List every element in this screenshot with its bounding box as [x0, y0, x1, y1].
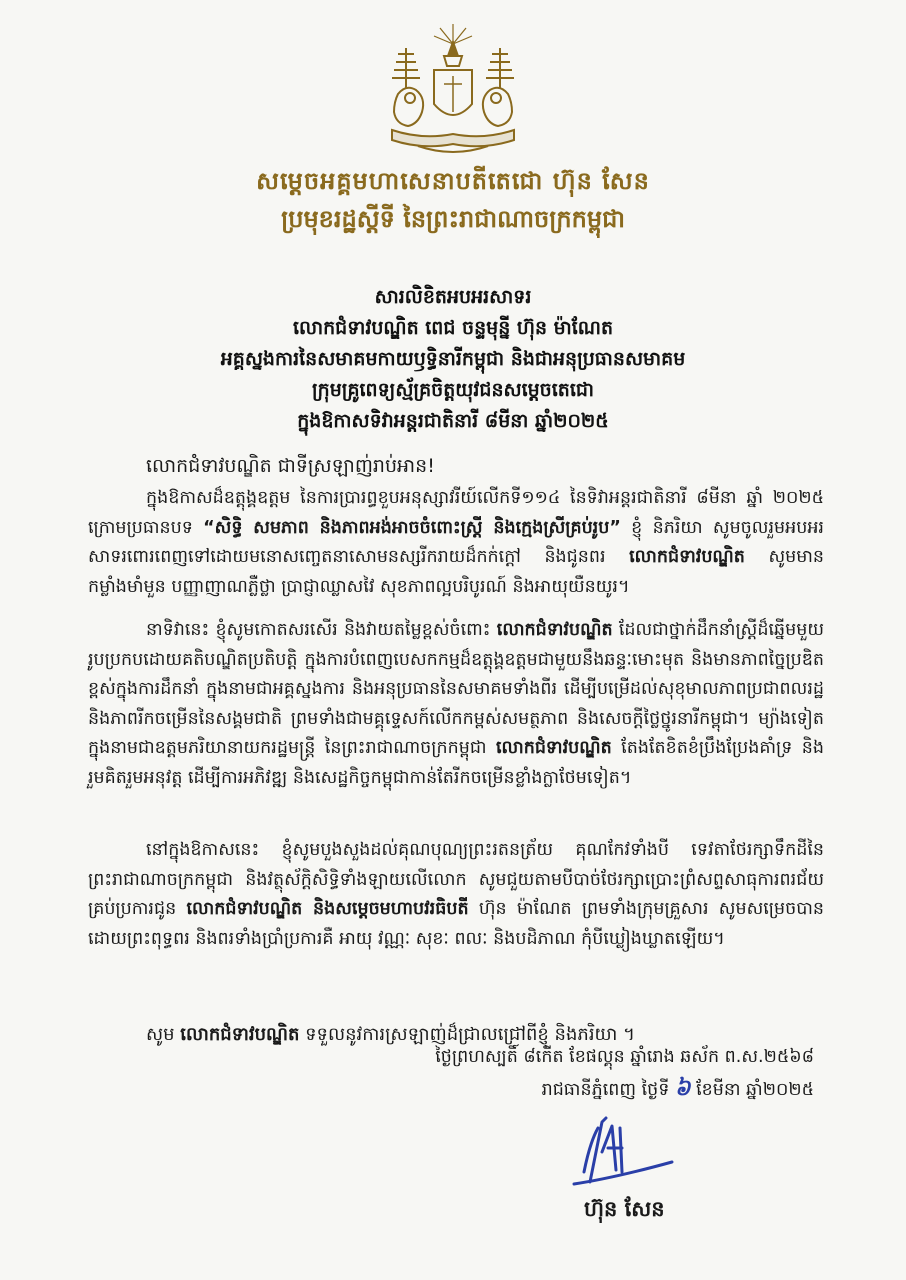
paragraph-1: [88, 484, 824, 602]
p2-text-b: ដែលជាថ្នាក់ដឹកនាំស្ត្រីដ៏ឆ្នើមមួយរូបប្រកបដោយគតិបណ្ឌិតប្រតិបត្តិ ក្នុងការបំពេញបេសកកម្មដ៏ឧត្តុង្គឧត្តមជាមួយនឹងឆន្ទៈមោះមុត និងមានភាពច្នៃប្រឌិតខ្ពស់ក្នុងការដឹកនាំ ក្នុងនាមជាអគ្គស្នងការ និងអនុប្រធាននៃសមាគមទាំងពីរ ដើម្បីបម្រើដល់សុខុមាលភាពប្រជាពលរដ្ឋ និងភាពរីកចម្រើននៃសង្គមជាតិ ព្រមទាំងជាមគ្គុទ្ទេសក៍លើកកម្ពស់សមត្ថភាព និងសេចក្តីថ្លៃថ្នូរនារីកម្ពុជា។ ម្យ៉ាងទៀត ក្នុងនាមជាឧត្តមភរិយានាយករដ្ឋមន្ត្រី នៃព្រះរាជាណាចក្រកម្ពុជា: [88, 620, 824, 758]
p3-addressees: លោកជំទាវបណ្ឌិត និងសម្តេចមហាបវរធិបតី: [186, 899, 469, 919]
signer-name: ហ៊ុន សែន: [584, 1197, 665, 1221]
p2-addressee-1: លោកជំទាវបណ្ឌិត: [496, 620, 613, 640]
month-year: ខែមីនា ឆ្នាំ២០២៥: [690, 1080, 814, 1100]
paragraph-2: [88, 616, 824, 793]
p2-text-c: តែងតែខិតខំប្រឹងប្រែងគាំទ្រ និងរួមគិតរួមអនុវត្ត ដើម្បីការអភិវឌ្ឍ និងសេដ្ឋកិច្ចកម្ពុជាកាន់តែរីកចម្រើនខ្លាំងក្លាថែមទៀត។: [88, 738, 824, 788]
closing-text-b: ទទួលនូវការស្រឡាញ់ដ៏ជ្រាលជ្រៅពីខ្ញុំ និងភរិយា ។: [299, 1024, 635, 1045]
heading-line-3: អគ្គស្នងការនៃសមាគមកាយឫទ្ធិនារីកម្ពុជា និងជាអនុប្រធានសមាគម: [220, 348, 686, 370]
handwritten-signature-icon: [572, 1112, 676, 1188]
closing-addressee: លោកជំទាវបណ្ឌិត: [180, 1024, 300, 1045]
place-prefix: រាជធានីភ្នំពេញ ថ្ងៃទី: [541, 1080, 675, 1100]
sender-title: ប្រមុខរដ្ឋស្តីទី នៃព្រះរាជាណាចក្រកម្ពុជា: [281, 205, 625, 233]
p3-text-a: នៅក្នុងឱកាសនេះ ខ្ញុំសូមបួងសួងដល់គុណបុណ្យព្រះរតនត្រ័យ គុណកែវទាំងបី ទេវតាថែរក្សាទឹកដីនៃព្រះរាជាណាចក្រកម្ពុជា និងវត្ថុស័ក្តិសិទ្ធិទាំងឡាយលើលោក សូមជួយតាមបីបាច់ថែរក្សាប្រោះព្រំសព្ទសាធុការពរជ័យគ្រប់ប្រការជូន: [88, 840, 824, 919]
royal-coat-of-arms-icon: [378, 22, 528, 160]
closing-text-a: សូម: [146, 1024, 181, 1045]
paragraph-3: [88, 836, 824, 954]
heading-line-4: ក្រុមគ្រូពេទ្យស្ម័គ្រចិត្តយុវជនសម្តេចតេជោ: [312, 379, 594, 401]
salutation: លោកជំទាវបណ្ឌិត ជាទីស្រឡាញ់រាប់អាន!: [146, 455, 435, 477]
letter-heading: [0, 282, 906, 437]
p2-addressee-2: លោកជំទាវបណ្ឌិត: [495, 738, 612, 758]
heading-line-5: ក្នុងឱកាសទិវាអន្តរជាតិនារី ៨មីនា ឆ្នាំ២០២៥: [297, 410, 609, 432]
sender-name: សម្តេចអគ្គមហាសេនាបតីតេជោ ហ៊ុន សែន: [256, 167, 650, 195]
place-date: [542, 1074, 814, 1106]
heading-line-1: សារលិខិតអបអរសាទរ: [374, 286, 532, 308]
p1-theme: “សិទ្ធិ សមភាព និងភាពអង់អាចចំពោះស្រ្តី និងក្មេងស្រីគ្រប់រូប”: [203, 517, 621, 538]
p1-text-b: ខ្ញុំ និភរិយា សូមចូលរួមអបអរសាទរពោរពេញទៅដោយមនោសញ្ចេតនាសោមនស្សរីករាយដ៏កក់ក្តៅ និងជូនពរ: [88, 517, 824, 567]
handwritten-day: ៦: [674, 1076, 691, 1101]
p3-text-b: ហ៊ុន ម៉ាណែត ព្រមទាំងក្រុមគ្រួសារ សូមសម្រេចបានដោយព្រះពុទ្ធពរ និងពរទាំងប្រាំប្រការគឺ អាយុ វណ្ណៈ សុខៈ ពលៈ និងបដិភាណ កុំបីឃ្លៀងឃ្លាតឡើយ។: [88, 899, 824, 949]
p1-text-a: ក្នុងឱកាសដ៏ឧត្តុង្គឧត្តម នៃការប្រារព្ធខួបអនុស្សាវរីយ៍លើកទី១១៤ នៃទិវាអន្តរជាតិនារី ៨មីនា ឆ្នាំ ២០២៥ ក្រោមប្រធានបទ: [88, 488, 824, 538]
p1-addressee: លោកជំទាវបណ្ឌិត: [629, 547, 745, 567]
heading-line-2: លោកជំទាវបណ្ឌិត ពេជ ចន្ទមុន្នី ហ៊ុន ម៉ាណែត: [292, 317, 614, 339]
p1-text-c: សូមមានកម្លាំងមាំមួន បញ្ញាញាណភ្លឺថ្លា ប្រាជ្ញាឈ្លាសវៃ សុខភាពល្អបរិបូរណ៍ និងអាយុយឺនយូរ។: [88, 547, 825, 597]
lunar-date: ថ្ងៃព្រហស្បតិ៍ ៨កើត ខែផល្គុន ឆ្នាំរោង ឆស័ក ព.ស.២៥៦៨: [435, 1047, 814, 1067]
p2-text-a: នាទិវានេះ ខ្ញុំសូមកោតសរសើរ និងវាយតម្លៃខ្ពស់ចំពោះ: [146, 620, 497, 640]
